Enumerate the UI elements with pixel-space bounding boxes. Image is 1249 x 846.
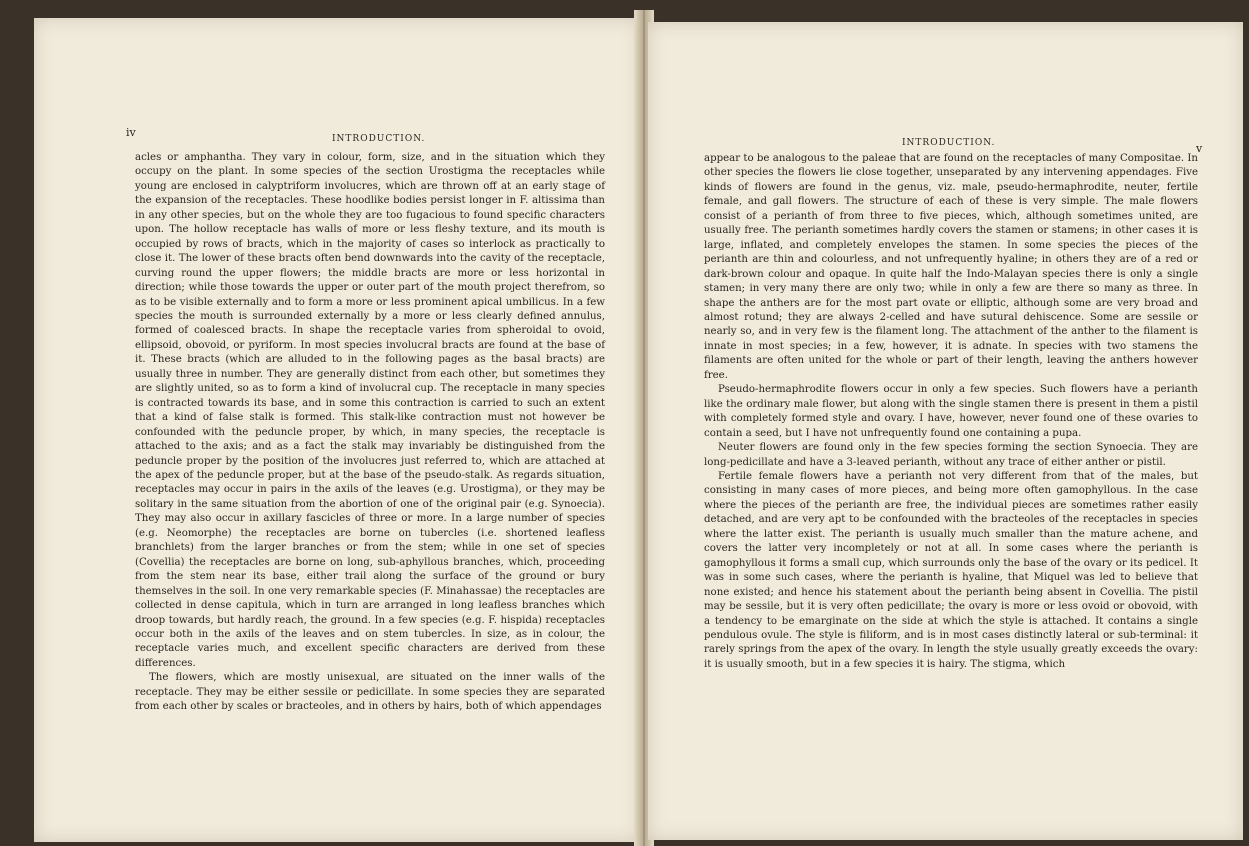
right-page-number: v [1196, 142, 1203, 155]
right-page [648, 22, 1243, 840]
left-page-number: iv [126, 126, 136, 139]
left-page [34, 18, 640, 842]
right-paragraph: Pseudo-hermaphrodite flowers occur in only a few species. Such flowers have a perianth like the ordinary male flower, but along with the single stamen there is present in them a pistil with completely formed style and ovary. I have, however, never found one of these ovaries to contain a seed, but I have not unfrequently found one containing a pupa. [704, 384, 1198, 439]
right-body-text [704, 152, 1198, 672]
right-running-head: INTRODUCTION. [902, 138, 996, 148]
right-paragraph: Neuter flowers are found only in the few species forming the section Synoecia. They are long-pedicillate and have a 3-leaved perianth, without any trace of either anther or pistil. [704, 442, 1198, 468]
left-paragraph: acles or amphantha. They vary in colour, form, size, and in the situation which they occupy on the plant. In some species of the section Urostigma the receptacles while young are enclosed in calyptriform involucres, which are thrown off at an early stage of the expansion of the receptacles. These hoodlike bodies persist longer in F. altissima than in any other species, but on the whole they are too fugacious to found specific characters upon. The hollow receptacle has walls of more or less fleshy texture, and its mouth is occupied by rows of bracts, which in the majority of cases so interlock as practically to close it. The lower of these bracts often bend downwards into the cavity of the receptacle, curving round the upper flowers; the middle bracts are more or less horizontal in direction; while those towards the upper or outer part of the mouth project therefrom, so as to be visible externally and to form a more or less prominent apical umbilicus. In a few species the mouth is surrounded externally by a more or less clearly defined annulus, formed of coalesced bracts. In shape the receptacle varies from spheroidal to ovoid, ellipsoid, obovoid, or pyriform. In most species involucral bracts are found at the base of it. These bracts (which are alluded to in the following pages as the basal bracts) are usually three in number. They are generally distinct from each other, but sometimes they are slightly united, so as to form a kind of involucral cup. The receptacle in many species is contracted towards its base, and in some this contraction is carried to such an extent that a kind of false stalk is formed. This stalk-like contraction must not however be confounded with the peduncle proper, by which, in many species, the receptacle is attached to the axis; and as a fact the stalk may invariably be distinguished from the peduncle proper by the position of the involucres just referred to, which are attached at the apex of the peduncle proper, but at the base of the pseudo-stalk. As regards situation, receptacles may occur in pairs in the axils of the leaves (e.g. Urostigma), or they may be solitary in the same situation from the abortion of one of the original pair (e.g. Synoecia). They may also occur in axillary fascicles of three or more. In a large number of species (e.g. Neomorphe) the receptacles are borne on tubercles (i.e. shortened leafless branchlets) from the larger branches or from the stem; while in one set of species (Covellia) the receptacles are borne on long, sub-aphyllous branches, which, proceeding from the stem near its base, either trail along the surface of the ground or bury themselves in the soil. In one very remarkable species (F. Minahassae) the receptacles are collected in dense capitula, which in turn are arranged in long leafless branches which droop towards, but hardly reach, the ground. In a few species (e.g. F. hispida) receptacles occur both in the axils of the leaves and on stem tubercles. In size, as in colour, the receptacle varies much, and excellent specific characters are derived from these differences. [135, 152, 605, 669]
left-paragraph: The flowers, which are mostly unisexual, are situated on the inner walls of the receptacle. They may be either sessile or pedicillate. In some species they are separated from each other by scales or bracteoles, and in others by hairs, both of which appendages [135, 672, 605, 713]
left-body-text [135, 151, 605, 715]
right-paragraph: Fertile female flowers have a perianth not very different from that of the males, but consisting in many cases of more pieces, and being more often gamophyllous. In the case where the pieces of the perianth are free, the individual pieces are sometimes rather easily detached, and are very apt to be confounded with the bracteoles of the receptacles in species where the latter exist. The perianth is usually much smaller than the mature achene, and covers the latter very incompletely or not at all. In some cases where the perianth is gamophyllous it forms a small cup, which surrounds only the base of the ovary or its pedicel. It was in some such cases, where the perianth is hyaline, that Miquel was led to believe that none existed; and hence his statement about the perianth being absent in Covellia. The pistil may be sessile, but it is very often pedicillate; the ovary is more or less ovoid or obovoid, with a tendency to be emarginate on the side at which the style is attached. It contains a single pendulous ovule. The style is filiform, and is in most cases distinctly lateral or sub-terminal: it rarely springs from the apex of the ovary. In length the style usually greatly exceeds the ovary: it is usually smooth, but in a few species it is hairy. The stigma, which [704, 470, 1198, 670]
left-running-head: INTRODUCTION. [332, 134, 426, 144]
right-paragraph: appear to be analogous to the paleae that are found on the receptacles of many Compositae. In other species the flowers lie close together, unseparated by any intervening appendages. Five kinds of flowers are found in the genus, viz. male, pseudo-hermaphrodite, neuter, fertile female, and gall flowers. The structure of each of these is very simple. The male flowers consist of a perianth of from three to five pieces, which, although sometimes united, are usually free. The perianth sometimes hardly covers the stamen or stamens; in other cases it is large, inflated, and completely envelopes the stamen. In some species the pieces of the perianth are thin and colourless, and not unfrequently hyaline; in others they are of a red or dark-brown colour and opaque. In quite half the Indo-Malayan species there is only a single stamen; in very many there are only two; while in only a few are there so many as three. In shape the anthers are for the most part ovate or elliptic, although some are very broad and almost rotund; they are always 2-celled and have sutural dehiscence. Some are sessile or nearly so, and in very few is the filament long. The attachment of the anther to the filament is innate in most species; in a few, however, it is adnate. In species with two stamens the filaments are often united for the whole or part of their length, leaving the anthers however free. [704, 153, 1198, 381]
